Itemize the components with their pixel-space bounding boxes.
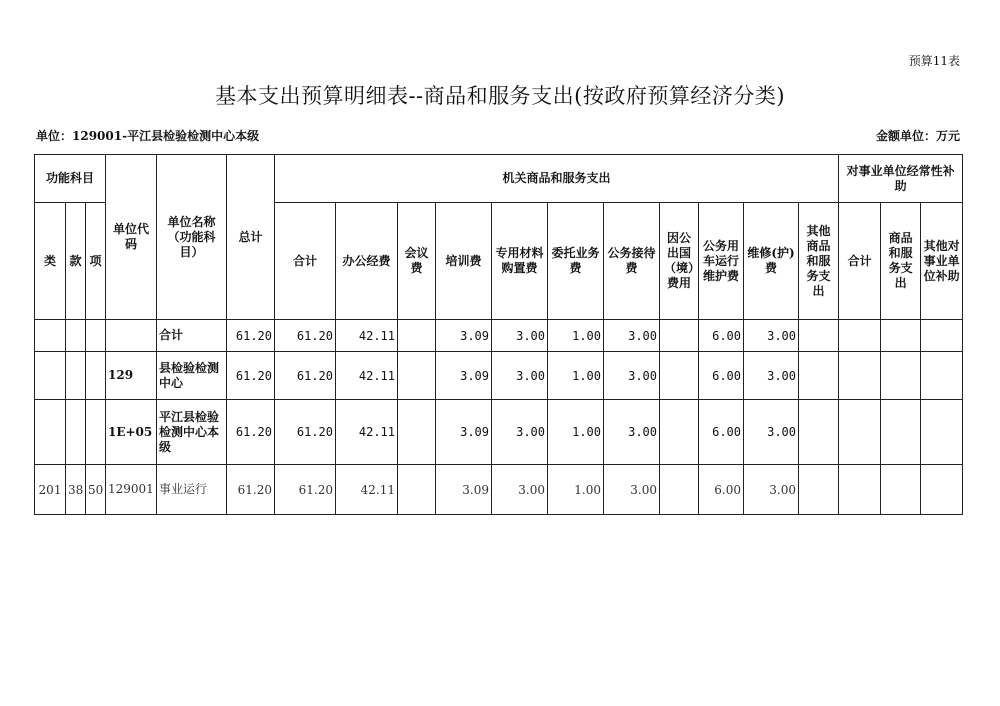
col-func-subject: 功能科目 <box>35 155 106 203</box>
col-group-org-goods: 机关商品和服务支出 <box>275 155 839 203</box>
cell-repair: 3.00 <box>744 320 799 352</box>
cell-lei <box>35 400 66 465</box>
cell-lei <box>35 320 66 352</box>
cell-repair: 3.00 <box>744 352 799 400</box>
col-materials: 专用材料购置费 <box>492 203 548 320</box>
cell-reception: 3.00 <box>604 400 660 465</box>
cell-other-goods <box>799 320 839 352</box>
cell-sub-goods <box>881 465 921 515</box>
cell-reception: 3.00 <box>604 320 660 352</box>
cell-org-sum: 61.20 <box>275 352 336 400</box>
col-meeting: 会议费 <box>398 203 436 320</box>
col-entrusted: 委托业务费 <box>548 203 604 320</box>
cell-name: 县检验检测中心 <box>157 352 227 400</box>
cell-code: 129 <box>106 352 157 400</box>
cell-meeting <box>398 400 436 465</box>
cell-vehicle: 6.00 <box>699 320 744 352</box>
cell-sub-goods <box>881 352 921 400</box>
col-repair: 维修(护)费 <box>744 203 799 320</box>
cell-sub-goods <box>881 320 921 352</box>
col-org-sum: 合计 <box>275 203 336 320</box>
cell-kuan: 38 <box>66 465 86 515</box>
col-group-subsidy: 对事业单位经常性补助 <box>839 155 963 203</box>
cell-entrusted: 1.00 <box>548 465 604 515</box>
unit-label: 单位：129001-平江县检验检测中心本级 <box>36 129 260 143</box>
cell-other-goods <box>799 400 839 465</box>
cell-kuan <box>66 400 86 465</box>
col-sub-other: 其他对事业单位补助 <box>921 203 963 320</box>
cell-other-goods <box>799 465 839 515</box>
page-title: 基本支出预算明细表--商品和服务支出(按政府预算经济分类) <box>214 84 786 108</box>
cell-xiang <box>86 400 106 465</box>
cell-meeting <box>398 465 436 515</box>
cell-sub-other <box>921 400 963 465</box>
cell-sub-other <box>921 320 963 352</box>
col-other-goods: 其他商品和服务支出 <box>799 203 839 320</box>
cell-sub-sum <box>839 320 881 352</box>
cell-sub-sum <box>839 400 881 465</box>
col-vehicle: 公务用车运行维护费 <box>699 203 744 320</box>
cell-sub-other <box>921 465 963 515</box>
cell-vehicle: 6.00 <box>699 352 744 400</box>
cell-kuan <box>66 320 86 352</box>
col-unit-code: 单位代码 <box>106 155 157 320</box>
form-number: 预算11表 <box>908 54 960 68</box>
table-row <box>35 320 963 352</box>
cell-training: 3.09 <box>436 465 492 515</box>
cell-total: 61.20 <box>227 352 275 400</box>
cell-name: 合计 <box>157 320 227 352</box>
col-training: 培训费 <box>436 203 492 320</box>
table-row <box>35 465 963 515</box>
cell-abroad <box>660 352 699 400</box>
cell-reception: 3.00 <box>604 352 660 400</box>
cell-code <box>106 320 157 352</box>
cell-materials: 3.00 <box>492 400 548 465</box>
cell-materials: 3.00 <box>492 320 548 352</box>
cell-office: 42.11 <box>336 320 398 352</box>
cell-lei <box>35 352 66 400</box>
cell-office: 42.11 <box>336 465 398 515</box>
cell-vehicle: 6.00 <box>699 465 744 515</box>
cell-xiang <box>86 320 106 352</box>
cell-org-sum: 61.20 <box>275 465 336 515</box>
cell-training: 3.09 <box>436 320 492 352</box>
budget-table <box>34 154 963 515</box>
col-sub-sum: 合计 <box>839 203 881 320</box>
cell-abroad <box>660 465 699 515</box>
cell-reception: 3.00 <box>604 465 660 515</box>
col-abroad: 因公出国（境）费用 <box>660 203 699 320</box>
cell-other-goods <box>799 352 839 400</box>
cell-meeting <box>398 352 436 400</box>
col-office: 办公经费 <box>336 203 398 320</box>
cell-materials: 3.00 <box>492 352 548 400</box>
cell-sub-goods <box>881 400 921 465</box>
table-row <box>35 352 963 400</box>
cell-repair: 3.00 <box>744 400 799 465</box>
cell-entrusted: 1.00 <box>548 400 604 465</box>
cell-org-sum: 61.20 <box>275 320 336 352</box>
cell-materials: 3.00 <box>492 465 548 515</box>
col-reception: 公务接待费 <box>604 203 660 320</box>
cell-sub-other <box>921 352 963 400</box>
cell-office: 42.11 <box>336 352 398 400</box>
cell-name: 平江县检验检测中心本级 <box>157 400 227 465</box>
cell-code: 129001 <box>106 465 157 515</box>
cell-vehicle: 6.00 <box>699 400 744 465</box>
cell-code: 1E+05 <box>106 400 157 465</box>
cell-total: 61.20 <box>227 400 275 465</box>
cell-entrusted: 1.00 <box>548 352 604 400</box>
col-unit-name: 单位名称（功能科目） <box>157 155 227 320</box>
cell-training: 3.09 <box>436 400 492 465</box>
cell-training: 3.09 <box>436 352 492 400</box>
cell-office: 42.11 <box>336 400 398 465</box>
col-kuan: 款 <box>66 203 86 320</box>
cell-name: 事业运行 <box>157 465 227 515</box>
cell-lei: 201 <box>35 465 66 515</box>
cell-sub-sum <box>839 465 881 515</box>
cell-xiang: 50 <box>86 465 106 515</box>
cell-meeting <box>398 320 436 352</box>
cell-total: 61.20 <box>227 320 275 352</box>
cell-abroad <box>660 320 699 352</box>
col-total: 总计 <box>227 155 275 320</box>
amount-unit-label: 金额单位：万元 <box>875 129 960 143</box>
cell-kuan <box>66 352 86 400</box>
cell-total: 61.20 <box>227 465 275 515</box>
col-xiang: 项 <box>86 203 106 320</box>
cell-entrusted: 1.00 <box>548 320 604 352</box>
cell-xiang <box>86 352 106 400</box>
cell-repair: 3.00 <box>744 465 799 515</box>
table-row <box>35 400 963 465</box>
cell-org-sum: 61.20 <box>275 400 336 465</box>
cell-abroad <box>660 400 699 465</box>
cell-sub-sum <box>839 352 881 400</box>
col-sub-goods: 商品和服务支出 <box>881 203 921 320</box>
col-lei: 类 <box>35 203 66 320</box>
